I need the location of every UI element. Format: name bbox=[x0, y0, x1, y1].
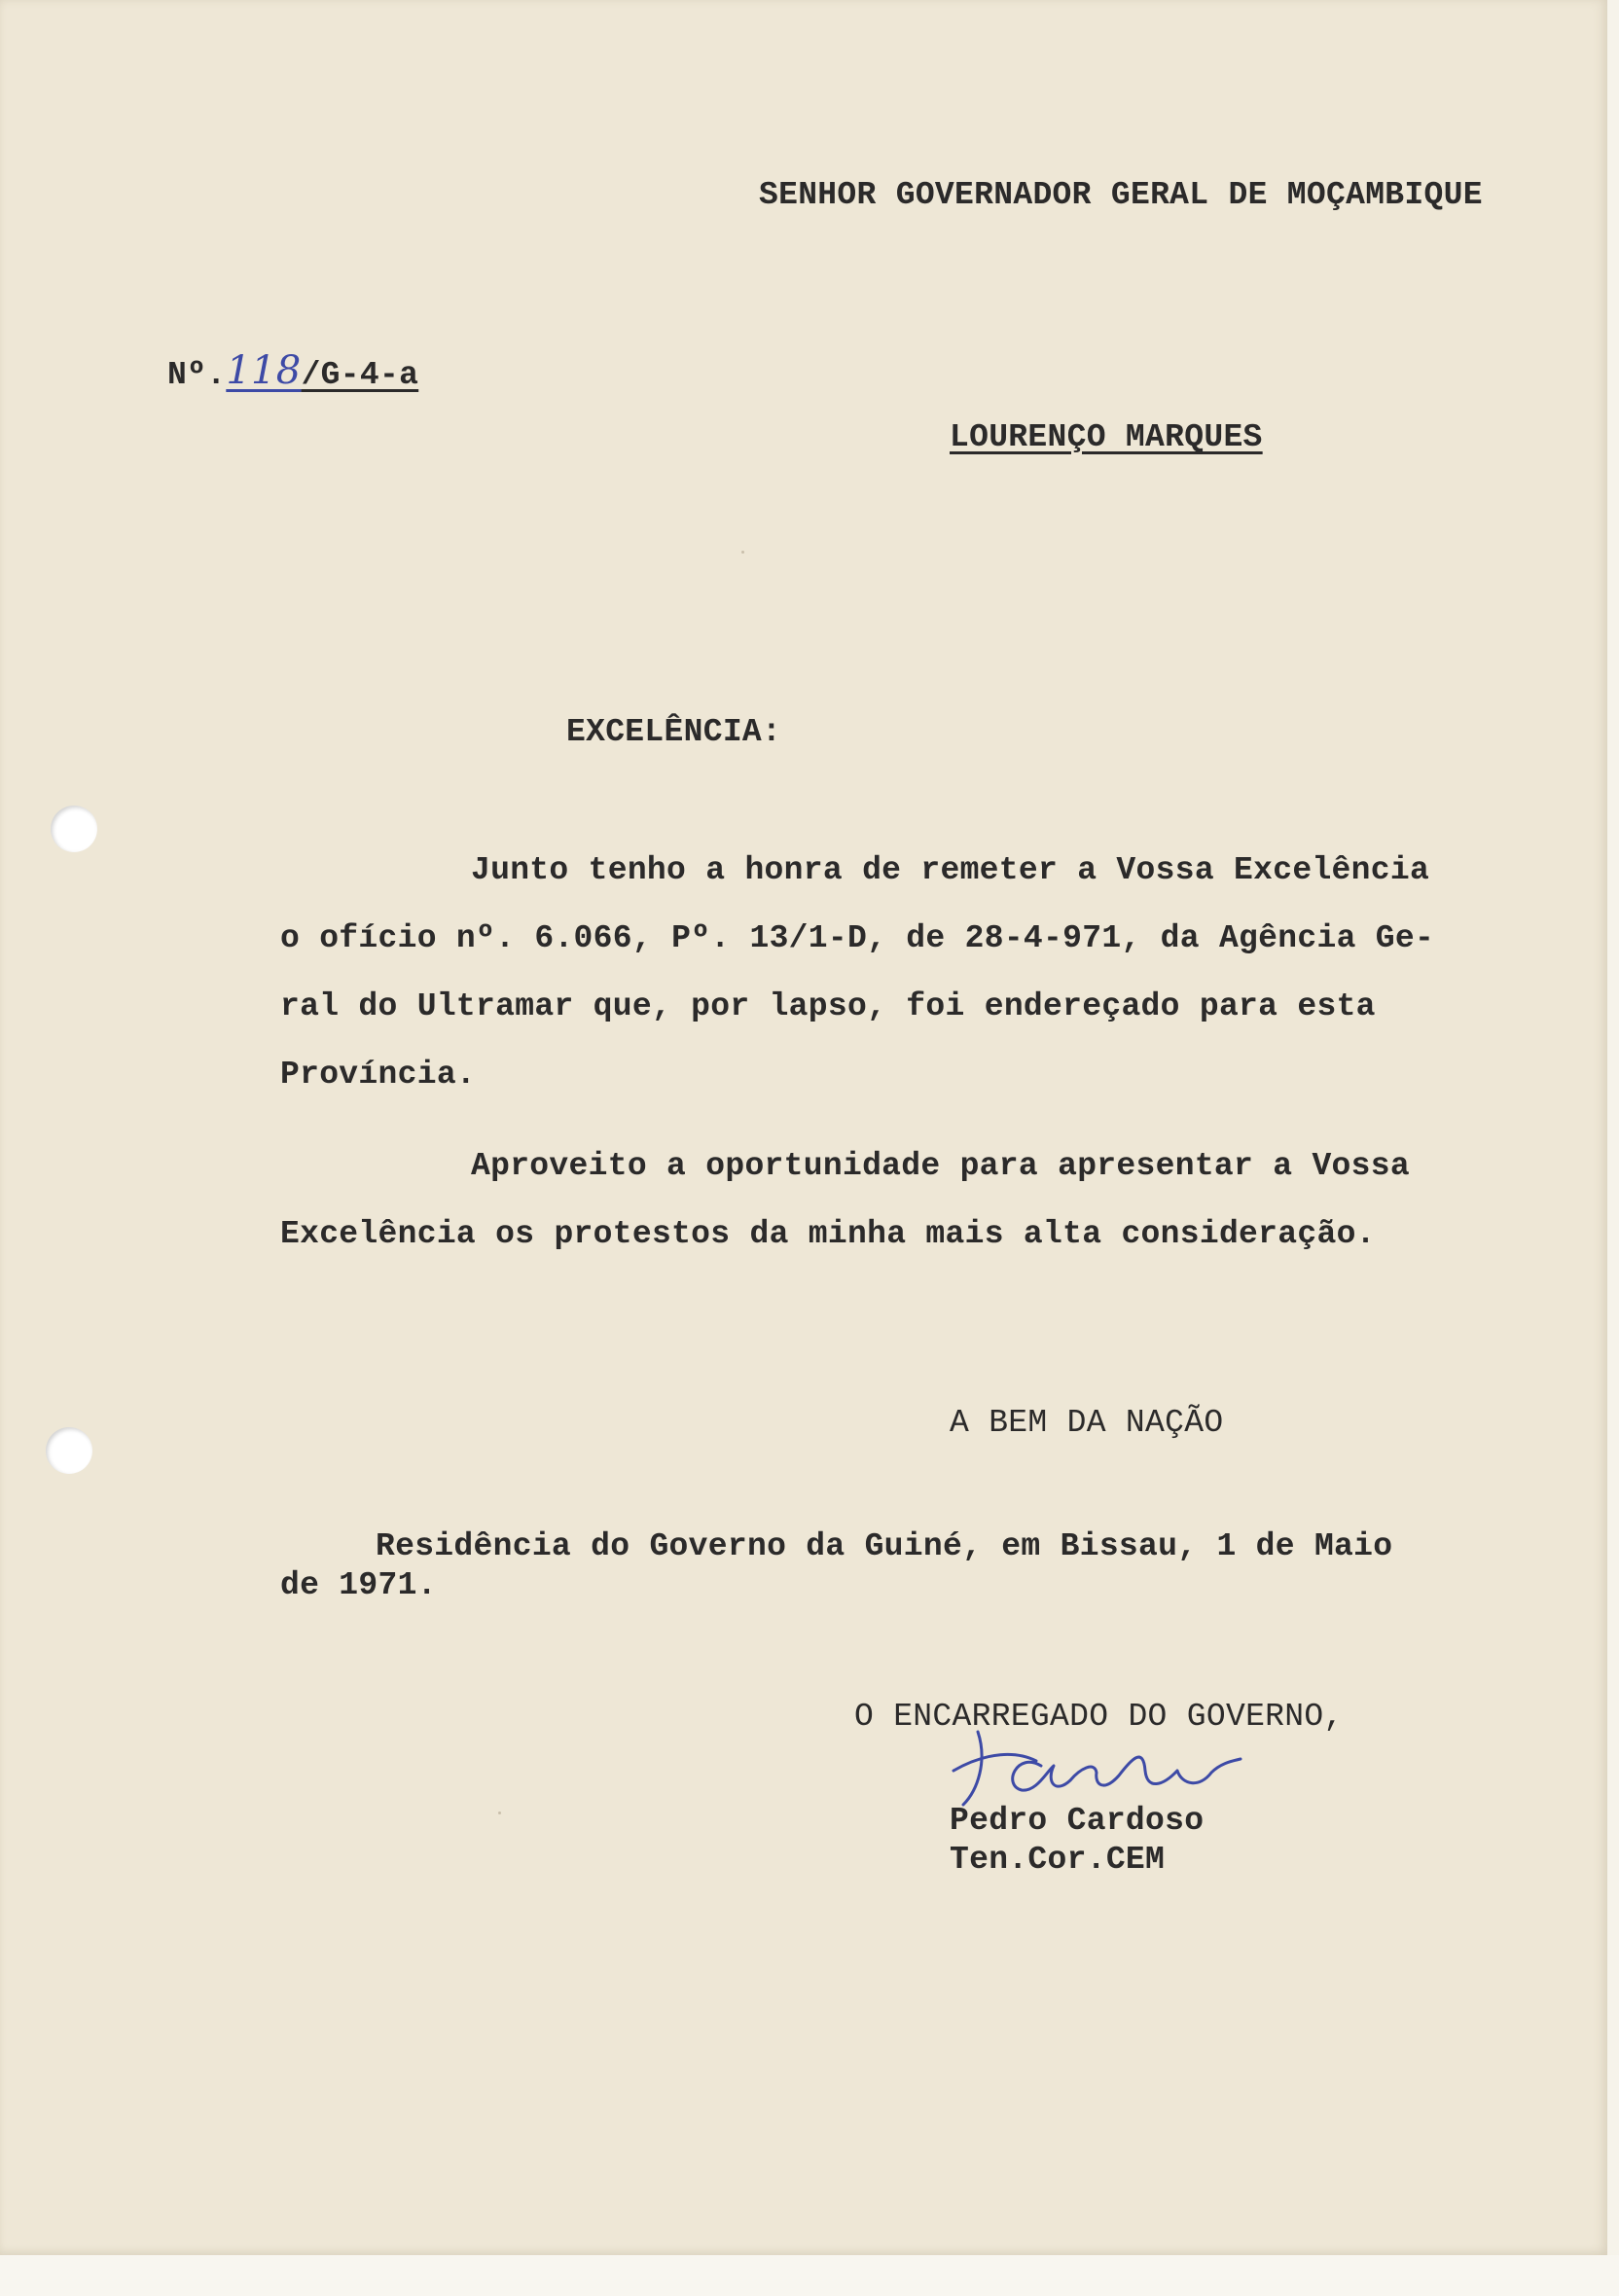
reference-handwritten-number: 118 bbox=[226, 348, 302, 393]
scan-margin bbox=[0, 2255, 1619, 2296]
body-line: Excelência os protestos da minha mais alta consideração. bbox=[280, 1216, 1376, 1252]
date-line: Residência do Governo da Guiné, em Bissau, 1 de Maio bbox=[376, 1528, 1393, 1564]
reference-number bbox=[167, 337, 418, 410]
body-line: Aproveito a oportunidade para apresentar a Vossa bbox=[471, 1148, 1410, 1184]
signatory-name: Pedro Cardoso bbox=[950, 1803, 1205, 1839]
salutation: EXCELÊNCIA: bbox=[566, 714, 782, 750]
punch-hole-top bbox=[51, 806, 97, 852]
body-line: ral do Ultramar que, por lapso, foi endereçado para esta bbox=[280, 988, 1376, 1024]
signatory-title: O ENCARREGADO DO GOVERNO, bbox=[854, 1699, 1344, 1735]
body-line: Junto tenho a honra de remeter a Vossa Excelência bbox=[471, 852, 1430, 888]
closing-motto: A BEM DA NAÇÃO bbox=[950, 1405, 1224, 1441]
body-line: Província. bbox=[280, 1057, 477, 1093]
body-line: o ofício nº. 6.066, Pº. 13/1-D, de 28-4-971, da Agência Ge- bbox=[280, 920, 1435, 956]
reference-prefix: Nº. bbox=[167, 357, 227, 393]
addressee-line: SENHOR GOVERNADOR GERAL DE MOÇAMBIQUE bbox=[759, 177, 1483, 213]
date-line: de 1971. bbox=[280, 1567, 437, 1603]
punch-hole-bottom bbox=[46, 1427, 92, 1474]
paper-speck bbox=[498, 1812, 501, 1814]
signatory-rank: Ten.Cor.CEM bbox=[950, 1842, 1166, 1878]
reference-suffix: /G-4-a bbox=[301, 357, 419, 393]
paper-speck bbox=[741, 551, 744, 554]
destination-line: LOURENÇO MARQUES bbox=[950, 419, 1263, 455]
